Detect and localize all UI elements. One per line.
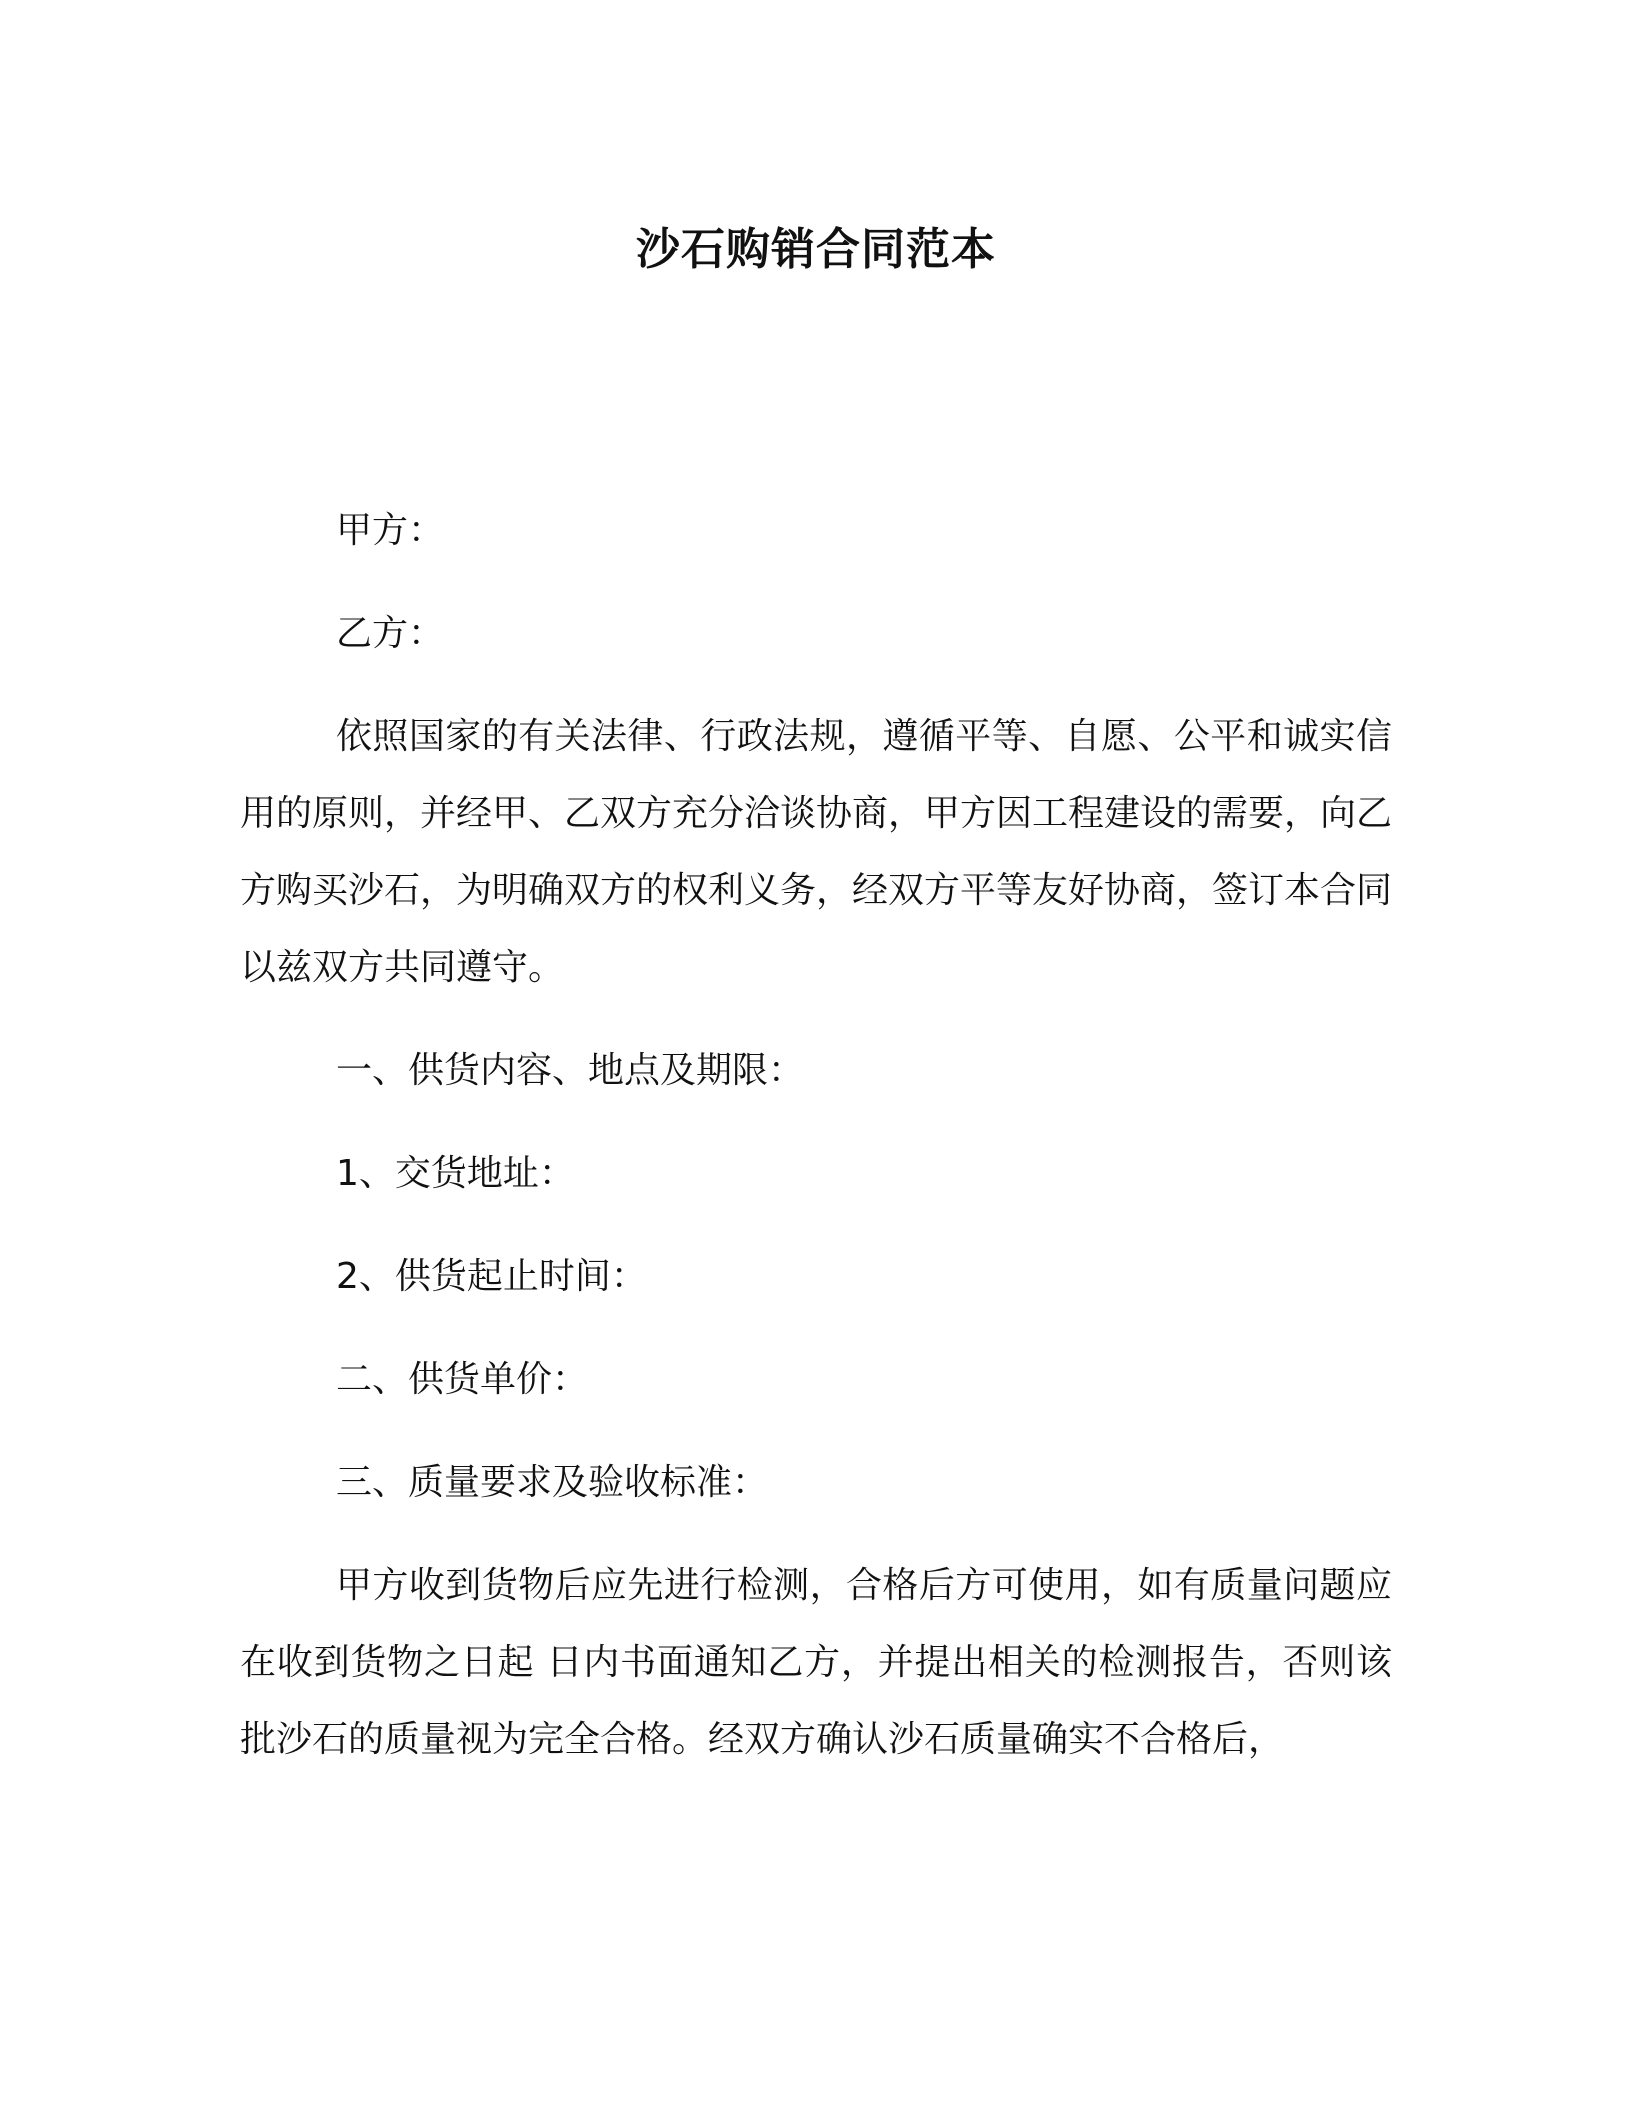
section-unit-price: 二、供货单价： (336, 1359, 589, 1400)
party-b-label: 乙方： (336, 613, 445, 654)
intro-paragraph: 依照国家的有关法律、行政法规，遵循平等、自愿、公平和诚实信用的原则，并经甲、乙双方充分洽谈协商，甲方因工程建设的需要，向乙方购买沙石，为明确双方的权利义务，经双方平等友好协商，签订本合同以兹双方共同遵守。 (240, 716, 1393, 988)
section-supply-content: 一、供货内容、地点及期限： (336, 1050, 805, 1091)
section-quality-standard: 三、质量要求及验收标准： (336, 1462, 769, 1503)
quality-paragraph: 甲方收到货物后应先进行检测，合格后方可使用，如有质量问题应在收到货物之日起 日内书面通知乙方，并提出相关的检测报告，否则该批沙石的质量视为完全合格。经双方确认沙石质量确实不合格后， (240, 1565, 1392, 1760)
contract-body (240, 492, 1392, 1804)
document-title: 沙石购销合同范本 (636, 224, 996, 275)
item-supply-period: 2、供货起止时间： (336, 1256, 647, 1297)
party-a-label: 甲方： (336, 510, 445, 551)
item-delivery-address: 1、交货地址： (336, 1153, 575, 1194)
